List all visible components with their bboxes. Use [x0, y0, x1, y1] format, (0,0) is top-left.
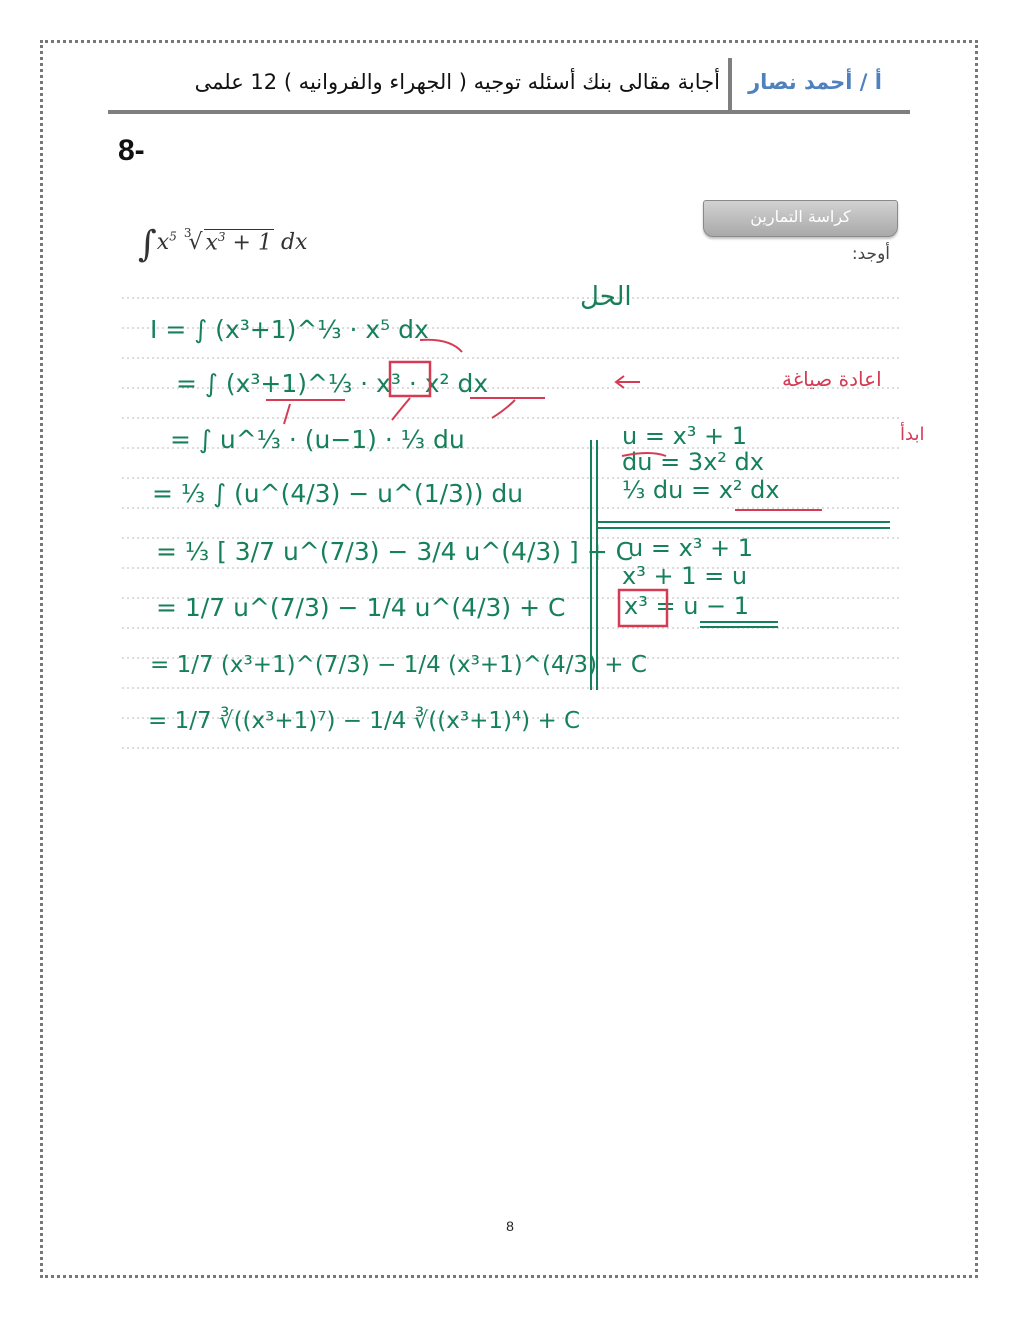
radicand-exponent: 3 [217, 229, 226, 244]
radicand-x: x [205, 230, 218, 255]
back-sub-line-1: u = x³ + 1 [628, 534, 754, 562]
step-8: = 1/7 ∛((x³+1)⁷) − 1/4 ∛((x³+1)⁴) + C [148, 708, 581, 734]
find-label: أوجد: [851, 244, 890, 264]
arrow-to-u [284, 404, 290, 424]
solution-heading: الحل [580, 282, 632, 312]
problem-exponent-5: 5 [169, 229, 177, 244]
radicand-rest: + 1 [225, 230, 272, 255]
sub-line-2: du = 3x² dx [622, 448, 764, 476]
step-5: = ⅓ [ 3/7 u^(7/3) − 3/4 u^(4/3) ] + C [156, 537, 634, 566]
question-number: 8- [118, 134, 145, 167]
root-index: 3 [183, 226, 192, 240]
step-7: = 1/7 (x³+1)^(7/3) − 1/4 (x³+1)^(4/3) + C [150, 652, 647, 678]
problem-dx: dx [273, 230, 308, 255]
back-sub-line-2: x³ + 1 = u [622, 562, 748, 590]
arrow-to-u-minus-1 [392, 398, 410, 420]
sub-line-3: ⅓ du = x² dx [622, 476, 780, 504]
step-2: = ∫ (x³+1)^⅓ · x³ · x² dx [176, 369, 489, 398]
header-title: أجابة مقالى بنك أسئله توجيه ( الجهراء والفروانيه ) 12 علمى [194, 70, 720, 94]
problem-base: x [156, 230, 170, 255]
step-4: = ⅓ ∫ (u^(4/3) − u^(1/3)) du [152, 479, 524, 508]
start-note: ابدأ [900, 424, 925, 445]
root-sign: √ [188, 230, 203, 255]
sub-line-1: u = x³ + 1 [622, 422, 748, 450]
workbook-badge: كراسة التمارين [703, 200, 898, 237]
rewrite-arrow [616, 376, 640, 388]
step-6: = 1/7 u^(7/3) − 1/4 u^(4/3) + C [156, 593, 566, 622]
step-1: I = ∫ (x³+1)^⅓ · x⁵ dx [150, 315, 429, 344]
author-name: أ / أحمد نصار [728, 58, 910, 110]
rewrite-note: اعادة صياغة [782, 367, 882, 391]
back-sub-line-3: x³ = u − 1 [624, 592, 750, 620]
page-number: 8 [506, 1218, 514, 1234]
arrow-to-du [492, 400, 515, 418]
step-3: = ∫ u^⅓ · (u−1) · ⅓ du [170, 425, 465, 454]
integral-sign: ∫ [138, 224, 157, 265]
